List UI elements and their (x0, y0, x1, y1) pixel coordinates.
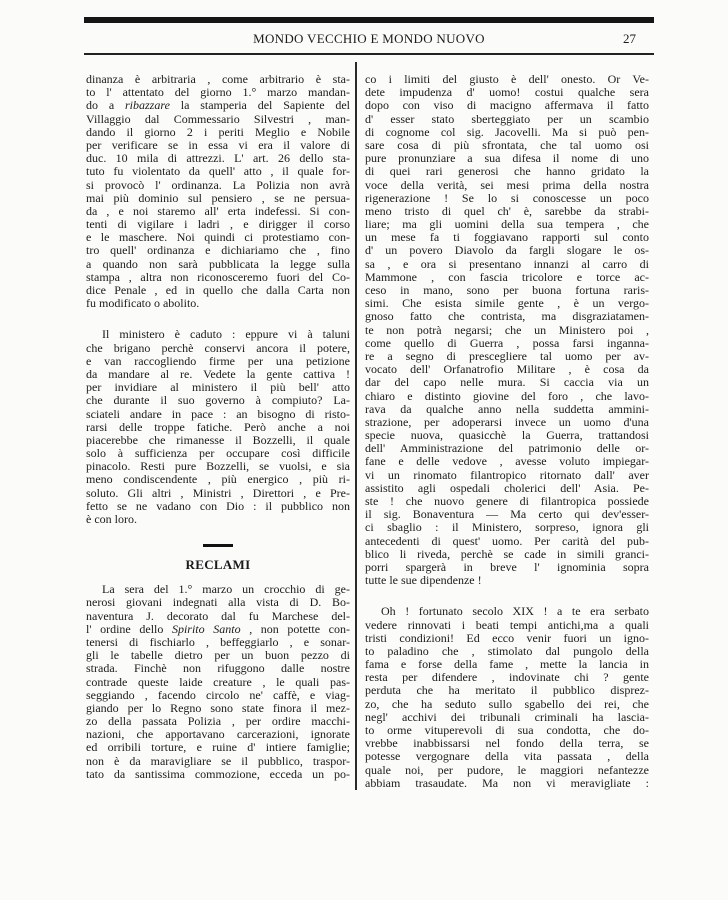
paragraph (365, 73, 649, 587)
text-line: rava da qualche anno nella suddetta ammini- (365, 402, 649, 416)
text-line: meno tristo di quel ch' è, sarebbe da strabi- (365, 204, 649, 218)
text-line: vedere rinnovati i beati tempi antichi,ma a quali (365, 618, 649, 632)
text-line: nazioni, che apportavano carcerazioni, ignorate (86, 728, 350, 742)
text-line: e van raccogliendo firme per una petizione (86, 354, 350, 368)
text-line: dopo con viso di macigno affermava il fatto (365, 99, 649, 113)
paragraph (86, 583, 350, 781)
text-line: ci sbaglio : il Ministero, sorpreso, ignora gli (365, 521, 649, 535)
text-line: per invidiare al ministero il più bell' atto (86, 381, 350, 395)
page-header (84, 31, 654, 49)
text-line: zo della passata Polizia , per ordire macchi- (86, 715, 350, 729)
text-line: Oh ! fortunato secolo XIX ! a te era serbato (381, 605, 649, 619)
text-line: da mandare al re. Vedete la gente cattiva ! (86, 367, 350, 381)
section-heading: RECLAMI (185, 557, 251, 573)
italic-text: ribazzare (125, 99, 170, 113)
text-line: il sig. Bonaventura — Ma certo qui dev'esser- (365, 508, 649, 522)
page-number: 27 (623, 31, 636, 46)
text-line: re a segno di prescegliere tal uomo per av- (365, 349, 649, 363)
text-line: dar del capo nelle mura. Si caccia via un (365, 376, 649, 390)
text-line: contrade queste laide creature , le quali pas- (86, 675, 350, 689)
text-line: vocato dell' Orfanatrofio Militare , è cosa da (365, 363, 649, 377)
text-line: non è da maravigliare se il pubblico, traspor- (86, 754, 350, 768)
journal-title: MONDO VECCHIO E MONDO NUOVO (253, 31, 485, 46)
text-line: tro quell' ordinanza e dichiariamo che , fino (86, 244, 350, 258)
italic-text: Spirito Santo (171, 622, 241, 636)
text-line: blico li riveda, perchè se cade in simili granci- (365, 547, 649, 561)
left-column (86, 73, 350, 799)
text-line: ceso in mano, sono per buona fortuna raris- (365, 284, 649, 297)
text-line: l' ordine dello Spirito Santo , non potette con- (86, 622, 350, 636)
text-line: zo, che ha seduto sullo sgabello dei rei, che (365, 697, 649, 711)
text-line: sa , e ora si presentano innanzi al carro di (365, 257, 649, 271)
text-line: porri spargerà in breve l' ignominia sopra (365, 560, 649, 574)
text-line: si provocò l' ordinanza. La Polizia non avrà (86, 178, 350, 192)
text-line: dell' Amministrazione del patrimonio delle or- (365, 442, 649, 456)
text-line: d' esser stato sberteggiato per un scambio (365, 112, 649, 126)
text-line: per verificare se in essa vi era il valore di (86, 138, 350, 152)
text-line: tristi condizioni! Ed ecco venir fuori un igno- (365, 631, 649, 645)
text-line: nerosi giovani indegnati alla vista di D. Bo- (86, 596, 350, 610)
text-line: gnoso fatto che contrista, ma disgraziatamen- (365, 310, 649, 324)
text-line: è con loro. (86, 513, 137, 526)
section-separator (203, 544, 233, 547)
text-line: to paladino che , stimolato dal pungolo della (365, 644, 649, 658)
paragraph (86, 73, 350, 310)
text-line: to orme vituperevoli di sua condotta, che do- (365, 724, 649, 737)
text-line: fu modificato o abolito. (86, 297, 200, 311)
text-line: Villaggio dal Commessario Silvestri , man- (86, 112, 350, 126)
text-line: ste ! che nuovo genere di filantropica possiede (365, 495, 649, 508)
text-line: stampa , altra non riconosceremo fuori del Co- (86, 270, 350, 284)
text-line: come quello di Guerra , possa farsi inganna- (365, 336, 649, 350)
text-line: vrebbe inabbissarsi nel fondo della terra, se (365, 737, 649, 751)
text-line: liare; ma gli uomini della sua tempera , che (365, 218, 649, 232)
text-line: dice Penale , ed in quello che dalla Carta non (86, 284, 350, 297)
text-line: vi un rinomato filantropico ritornato dall' aver (365, 468, 649, 482)
paragraph (86, 328, 350, 526)
text-line: fama e forse della fame , mette la lancia in (365, 658, 649, 672)
text-line: te non potrà negarsi; che un Ministero poi , (365, 323, 649, 337)
text-line: strada. Finchè non rifuggono dalle nostre (86, 662, 350, 676)
text-line: specie nuova, quasicchè la Guerra, trattandosi (365, 429, 649, 443)
text-line: pinacolo. Resti pure Bozzelli, se vuolsi, e sia (86, 460, 350, 474)
header-top-rule (84, 17, 654, 23)
header-bottom-rule (84, 53, 654, 55)
text-line: co i limiti del giusto è dell' onesto. Or Ve- (365, 73, 649, 86)
text-line: seggiando , facendo circolo ne' caffè, e viag- (86, 688, 350, 702)
text-line: di quei rari generosi che hanno gridato la (365, 165, 649, 179)
text-line: fetto se ne vadano con Dio : il pubblico non (86, 499, 350, 513)
text-line: e le maschere. Noi quindi ci protestiamo con- (86, 231, 350, 245)
text-line: piacerebbe che rimanesse il Bozzelli, il quale (86, 433, 350, 447)
text-line: negl' acchivi dei tribunali criminali ha lascia- (365, 710, 649, 724)
text-line: assistito agli ospedali cholerici dell' Asia. Pe- (365, 481, 649, 495)
text-line: potesse vergognare della vita passata , della (365, 750, 649, 764)
text-line: di cognome col sig. Jacovelli. Ma si può pen- (365, 125, 649, 139)
text-line: quale noi, per pudore, le maggiori nefantezze (365, 763, 649, 777)
text-line: simi. Che esista simile gente , è un vergo- (365, 297, 649, 311)
text-line: tenersi di fischiarlo , beffeggiarlo , e sonar- (86, 635, 350, 649)
text-line: perduta che ha meritato il pubblico disprez- (365, 684, 649, 698)
text-line: soluto. Gli altri , Ministri , Direttori , e Pre- (86, 486, 350, 500)
text-line: un mese fa ti foggiavano rapporti sul conto (365, 231, 649, 245)
text-line: sciateli andare in pace : an bisogno di risto- (86, 407, 350, 421)
right-column (365, 73, 649, 808)
text-line: to l' attentato del giorno 1.° marzo mandan- (86, 86, 350, 100)
text-line: resta per difendere , indovinate chi ? gente (365, 671, 649, 685)
text-line: sare cosa di più sfrontata, che tal uomo osi (365, 138, 649, 152)
text-line: tenti di vigilare i ladri , e dirigger il corso (86, 218, 350, 232)
text-line: da , e noi staremo all' erta indefessi. Si con- (86, 204, 350, 218)
text-line: do a ribazzare la stamperia del Sapiente del (86, 99, 350, 113)
text-line: abbiam trasaudate. Ma non vi meravigliate : (365, 776, 649, 790)
text-line: mai più dominio sul pensiero , se ne persua- (86, 191, 350, 205)
text-line: naventura J. decorato dal fu Marchese del- (86, 609, 350, 623)
text-line: strazione, per adoperarsi invece un uomo d'una (365, 415, 649, 429)
column-divider (355, 62, 357, 790)
text-line: d' un povero Diavolo da fargli slogare le os- (365, 244, 649, 258)
text-line: dinanza è arbitraria , come arbitrario è sta- (86, 73, 350, 86)
text-line: a quando non sarà pubblicata la legge sulla (86, 257, 350, 271)
text-line: Il ministero è caduto : eppure vi à taluni (102, 328, 350, 342)
text-line: voce della verità, sei mesi prima della nostra (365, 178, 649, 192)
text-line: Mammone , con fascia tricolore e torce ac- (365, 270, 649, 284)
text-line: duc. 10 mila di attrezzi. L' art. 26 dello sta- (86, 152, 350, 166)
text-line: rarsi delle troppe fatiche. Però anche a noi (86, 420, 350, 434)
text-line: meno condiscendente , più energico , più ri- (86, 473, 350, 487)
text-line: rigenerazione ! Se lo si conoscesse un poco (365, 191, 649, 205)
text-line: dete impudenza d' uomo! costui qualche sera (365, 86, 649, 100)
text-line: che durante il suo governo à compiuto? La- (86, 394, 350, 408)
text-line: pure pronunziare a sua difesa il nome di uno (365, 152, 649, 166)
text-line: chiaro e distinto giovine del foro , che lavo- (365, 389, 649, 403)
text-line: dando il giorno 2 i periti Meglio e Nobile (86, 125, 350, 139)
paragraph (365, 605, 649, 790)
text-line: La sera del 1.° marzo un crocchio di ge- (102, 583, 350, 597)
text-line: tutte le sue dipendenze ! (365, 574, 482, 588)
text-line: gli le tabelle dietro per un buon pezzo di (86, 649, 350, 663)
text-line: tuto fu violentato da quell' atto , il quale for- (86, 165, 350, 179)
text-line: giando per lo Regno sono state finora il mez- (86, 701, 350, 715)
text-line: tato da santissima commozione, ecceda un po- (86, 767, 350, 781)
text-line: che brigano perchè conservi ancora il potere, (86, 341, 350, 355)
text-line: solo à sufficienza per occupare così difficile (86, 447, 350, 461)
text-line: antecedenti di quest' uomo. Per carità del pub- (365, 534, 649, 548)
text-line: fane e delle vedove , avesse voluto impiegar- (365, 455, 649, 469)
text-line: ed orribili torture, e ruine d' intiere famiglie; (86, 741, 350, 755)
